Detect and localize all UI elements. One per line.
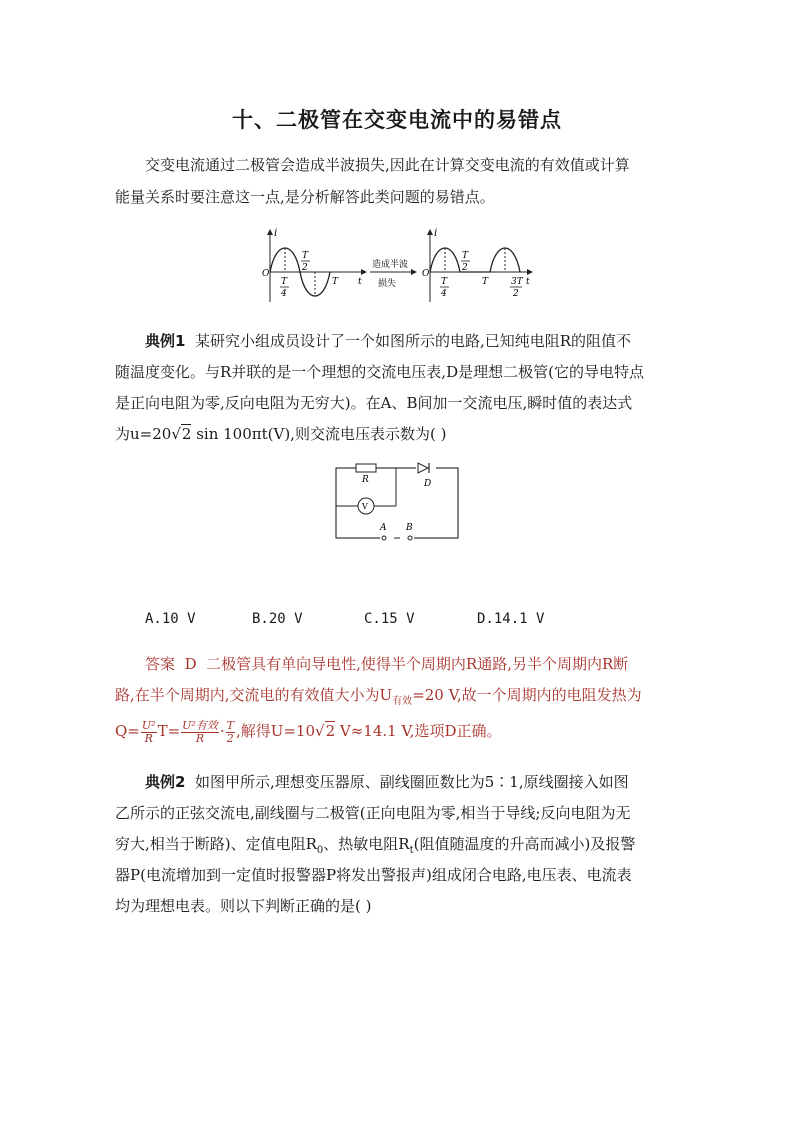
answer1-line-2: 路,在半个周期内,交流电的有效值大小为$U_{有效}=20$ V,故一个周期内的电阻发热为 bbox=[115, 686, 642, 707]
arrow-bottom-label: 损失 bbox=[378, 279, 397, 289]
example1-line-4: 为u=20√2 sin 100πt(V),则交流电压表示数为( ) bbox=[115, 425, 447, 443]
option-d[interactable]: D.14.1 V bbox=[477, 611, 545, 627]
right-tick-T2-num: T bbox=[462, 251, 469, 261]
intro-line-2: 能量关系时要注意这一点,是分析解答此类问题的易错点。 bbox=[115, 188, 495, 206]
answer1-line-1: 答案 D 二极管具有单向导电性,使得半个周期内R通路,另半个周期内R断 bbox=[145, 655, 629, 673]
resistor-R bbox=[356, 464, 376, 472]
left-tick-T: T bbox=[332, 277, 339, 287]
example2-line-5: 均为理想电表。则以下判断正确的是( ) bbox=[115, 897, 372, 915]
intro-line-1: 交变电流通过二极管会造成半波损失,因此在计算交变电流的有效值或计算 bbox=[145, 156, 630, 174]
left-axis-i-label: i bbox=[274, 228, 278, 239]
right-tick-3T2-den: 2 bbox=[513, 289, 519, 299]
example2-label: 典例2 bbox=[145, 773, 186, 791]
example2-line-2: 乙所示的正弦交流电,副线圈与二极管(正向电阻为零,相当于导线;反向电阻为无 bbox=[115, 804, 631, 822]
diode-label: D bbox=[424, 479, 432, 489]
right-tick-T4-den: 4 bbox=[441, 289, 447, 299]
answer1-line-3: Q= $\frac{\text{U²}}{R}$ T= $\frac{\text{U²有效}}{R}$ · $\frac{T}{2}$ ,解得U=10√2 V≈14.1 V,选项D正确。 bbox=[115, 718, 502, 745]
terminal-B bbox=[408, 536, 412, 540]
right-origin-label: O bbox=[422, 269, 430, 279]
left-tick-T2-den: 2 bbox=[302, 263, 308, 273]
left-axis-t-label: t bbox=[358, 277, 362, 287]
half-wave-figure bbox=[258, 226, 538, 306]
resistor-label: R bbox=[362, 475, 369, 485]
right-tick-T2-den: 2 bbox=[462, 263, 468, 273]
answer1-label: 答案 bbox=[145, 655, 176, 673]
example1-line-1: 典例1 某研究小组成员设计了一个如图所示的电路,已知纯电阻R的阻值不 bbox=[145, 332, 632, 350]
example1-line-2: 随温度变化。与R并联的是一个理想的交流电压表,D是理想二极管(它的导电特点 bbox=[115, 363, 644, 381]
option-b[interactable]: B.20 V bbox=[252, 611, 303, 627]
circuit-diagram bbox=[330, 460, 465, 544]
page-title: 十、二极管在交变电流中的易错点 bbox=[232, 108, 562, 132]
half-wave-rectified bbox=[430, 248, 520, 272]
terminal-A-label: A bbox=[380, 523, 387, 533]
left-tick-T4-num: T bbox=[281, 277, 288, 287]
example1-line-3: 是正向电阻为零,反向电阻为无穷大)。在A、B间加一交流电压,瞬时值的表达式 bbox=[115, 394, 633, 412]
right-axis-t-label: t bbox=[526, 277, 530, 287]
arrow-top-label: 造成半波 bbox=[372, 260, 409, 270]
left-tick-T2-num: T bbox=[302, 251, 309, 261]
option-a[interactable]: A.10 V bbox=[145, 611, 196, 627]
answer1-choice: D bbox=[184, 655, 197, 673]
example2-line-1: 典例2 如图甲所示,理想变压器原、副线圈匝数比为5∶1,原线圈接入如图 bbox=[145, 773, 629, 791]
terminal-B-label: B bbox=[406, 523, 413, 533]
example2-line-4: 器P(电流增加到一定值时报警器P将发出警报声)组成闭合电路,电压表、电流表 bbox=[115, 866, 632, 884]
terminal-A bbox=[382, 536, 386, 540]
right-tick-T4-num: T bbox=[441, 277, 448, 287]
voltmeter-label: V bbox=[362, 502, 368, 511]
example2-line-3: 穷大,相当于断路)、定值电阻$R_0$、热敏电阻$R_t$(阻值随温度的升高而减小)及报警 bbox=[115, 835, 636, 856]
example1-label: 典例1 bbox=[145, 332, 186, 350]
left-origin-label: O bbox=[262, 269, 270, 279]
option-c[interactable]: C.15 V bbox=[364, 611, 415, 627]
left-tick-T4-den: 4 bbox=[281, 289, 287, 299]
right-axis-i-label: i bbox=[434, 228, 438, 239]
right-tick-T: T bbox=[482, 277, 489, 287]
right-tick-3T2-num: 3T bbox=[511, 277, 523, 287]
